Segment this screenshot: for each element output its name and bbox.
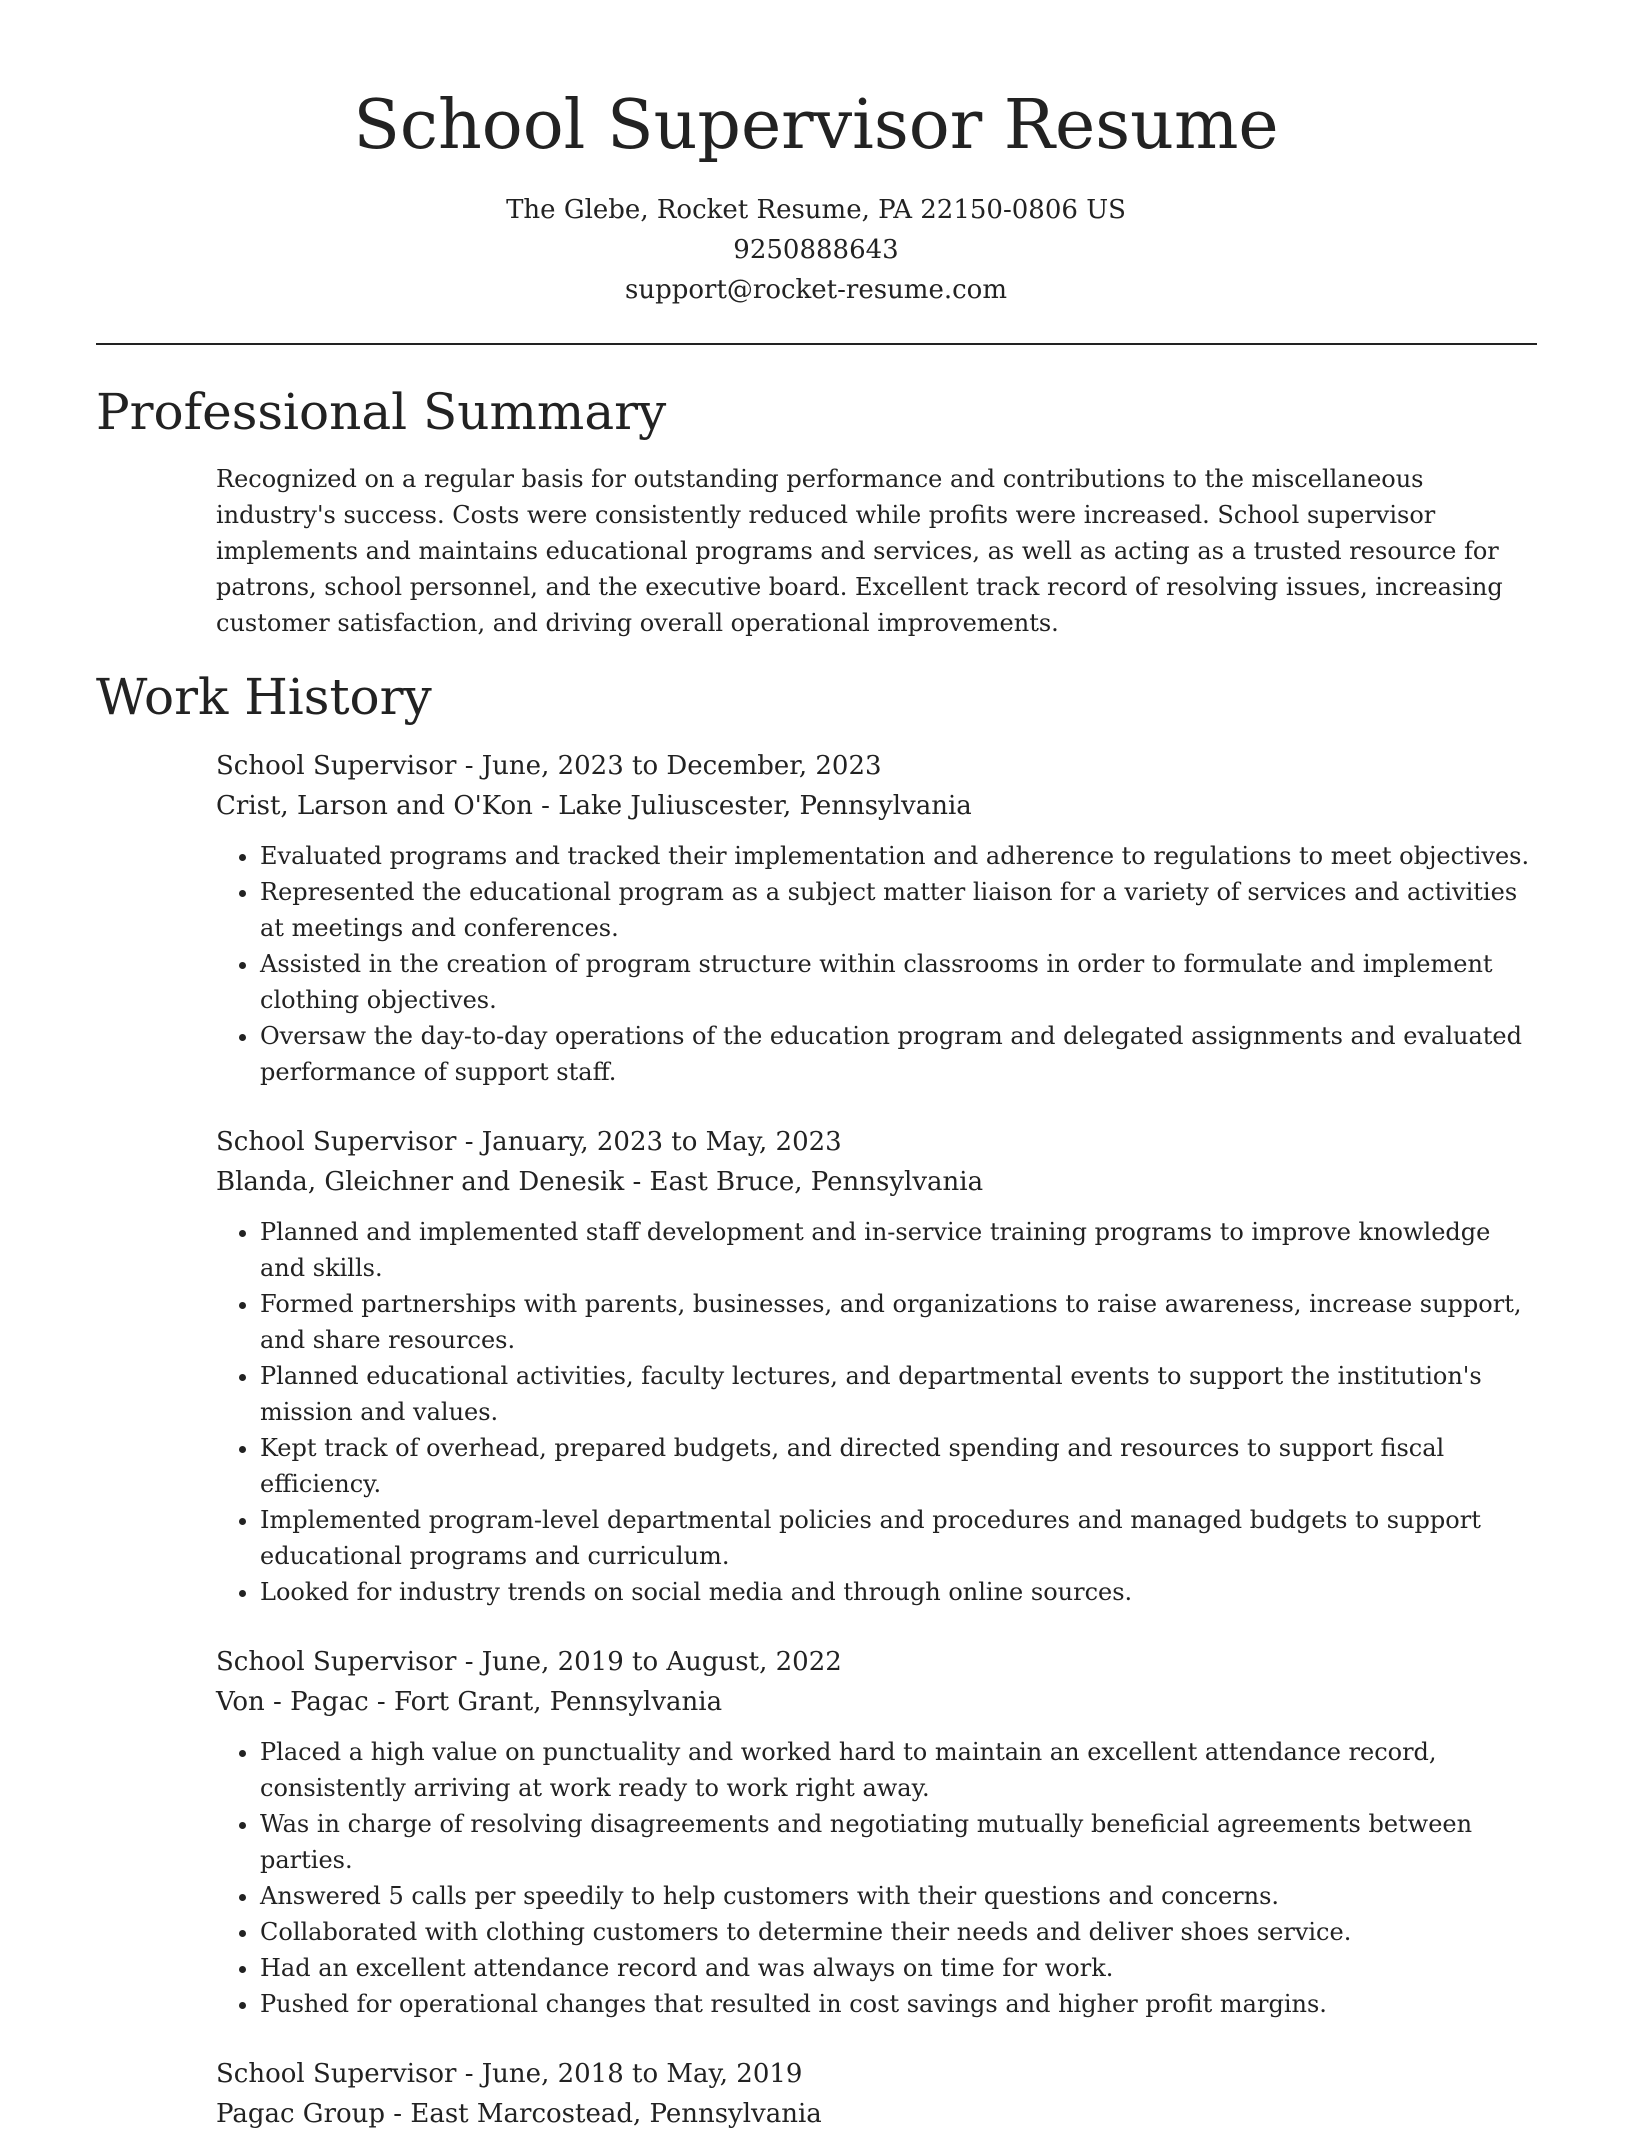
job-entry	[216, 1642, 1536, 2022]
job-title-line: School Supervisor - January, 2023 to May, 2023	[216, 1127, 842, 1157]
job-entry	[216, 1122, 1536, 1610]
job-bullet: • Kept track of overhead, prepared budgets, and directed spending and resources to support fiscal efficiency.	[260, 1430, 1536, 1502]
job-company-line: Blanda, Gleichner and Denesik - East Bruce, Pennsylvania	[216, 1167, 984, 1197]
job-bullet: • Formed partnerships with parents, businesses, and organizations to raise awareness, increase support, and share resources.	[260, 1286, 1536, 1358]
job-title-line: School Supervisor - June, 2018 to May, 2019	[216, 2059, 803, 2089]
page-title: School Supervisor Resume	[353, 86, 1279, 165]
job-bullet: • Planned educational activities, faculty lectures, and departmental events to support the institution's mission and values.	[260, 1358, 1536, 1430]
job-bullet: • Collaborated with clothing customers to determine their needs and deliver shoes service.	[260, 1914, 1536, 1950]
job-bullet: • Represented the educational program as a subject matter liaison for a variety of services and activities at meetings and conferences.	[260, 874, 1536, 946]
phone-text: 9250888643	[733, 235, 899, 265]
job-bullet: • Answered 5 calls per speedily to help customers with their questions and concerns.	[260, 1878, 1536, 1914]
job-title-line: School Supervisor - June, 2023 to December, 2023	[216, 751, 882, 781]
job-bullet-list	[216, 838, 1536, 1090]
job-bullet: • Assisted in the creation of program structure within classrooms in order to formulate and implement clothing objectives.	[260, 946, 1536, 1018]
job-bullet: • Looked for industry trends on social media and through online sources.	[260, 1574, 1536, 1610]
job-bullet: • Evaluated programs and tracked their implementation and adherence to regulations to meet objectives.	[260, 838, 1536, 874]
job-company-line: Crist, Larson and O'Kon - Lake Juliuscester, Pennsylvania	[216, 791, 972, 821]
job-bullet-list	[216, 1214, 1536, 1610]
work-history-heading: Work History	[96, 668, 432, 726]
contact-block	[0, 190, 1632, 310]
job-bullet: • Had an excellent attendance record and was always on time for work.	[260, 1950, 1536, 1986]
job-title-line: School Supervisor - June, 2019 to August, 2022	[216, 1647, 842, 1677]
job-bullet: • Oversaw the day-to-day operations of the education program and delegated assignments and evaluated performance of support staff.	[260, 1018, 1536, 1090]
job-bullet-list	[216, 1734, 1536, 2022]
job-bullet: • Planned and implemented staff development and in-service training programs to improve knowledge and skills.	[260, 1214, 1536, 1286]
email-text: support@rocket-resume.com	[624, 275, 1007, 305]
job-bullet: • Implemented program-level departmental policies and procedures and managed budgets to support educational programs and curriculum.	[260, 1502, 1536, 1574]
address-text: The Glebe, Rocket Resume, PA 22150-0806 US	[506, 195, 1126, 225]
job-bullet: • Pushed for operational changes that resulted in cost savings and higher profit margins.	[260, 1986, 1536, 2022]
job-bullet: • Was in charge of resolving disagreements and negotiating mutually beneficial agreements between parties.	[260, 1806, 1536, 1878]
summary-heading: Professional Summary	[96, 383, 667, 441]
work-history-list	[216, 746, 1536, 2134]
job-entry	[216, 2054, 1536, 2134]
job-company-line: Von - Pagac - Fort Grant, Pennsylvania	[216, 1687, 723, 1717]
job-entry	[216, 746, 1536, 1090]
job-company-line: Pagac Group - East Marcostead, Pennsylvania	[216, 2099, 822, 2129]
summary-text: Recognized on a regular basis for outstanding performance and contributions to the miscellaneous industry's success. Costs were consistently reduced while profits were increased. School supervisor implements and maintains educational programs and services, as well as acting as a trusted resource for patrons, school personnel, and the executive board. Excellent track record of resolving issues, increasing customer satisfaction, and driving overall operational improvements.	[216, 465, 1503, 637]
header-divider	[96, 343, 1537, 345]
job-bullet: • Placed a high value on punctuality and worked hard to maintain an excellent attendance record, consistently arriving at work ready to work right away.	[260, 1734, 1536, 1806]
